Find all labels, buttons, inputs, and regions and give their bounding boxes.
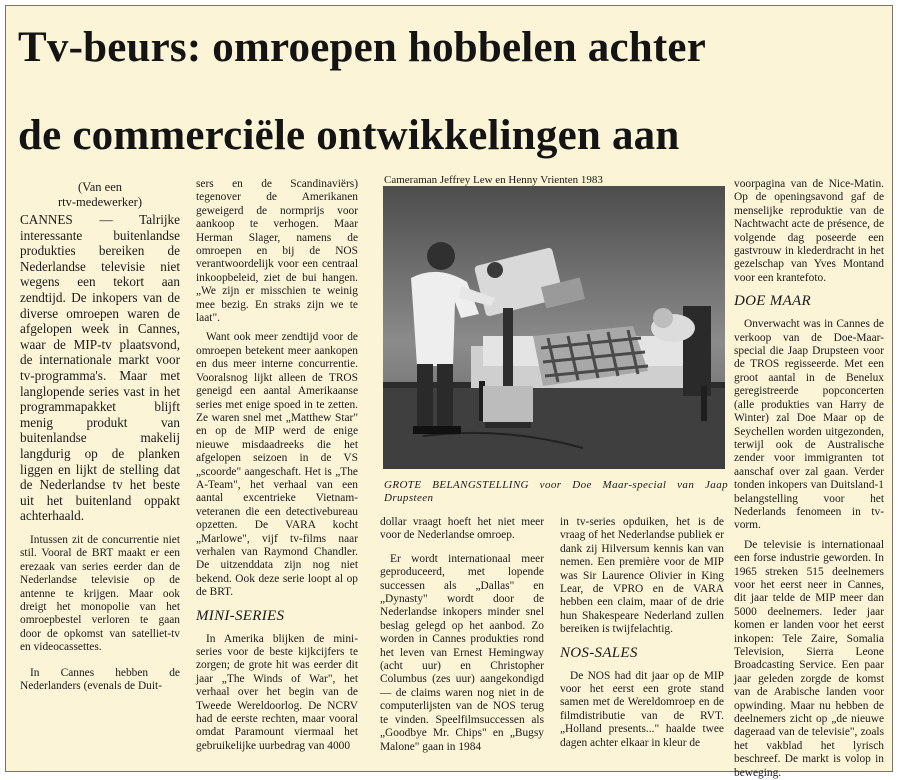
paragraph: In Amerika blijken de mini-series voor de beste kijkcijfers te zorgen; de grote hit was eerder dit jaar „The Winds of War", het verhaal over het begin van de Tweede Wereldoorlog. De NCRV had de eerste rechten, maar vooral omdat Paramount viermaal het gebruikelijke uurbedrag van 4000 [196, 632, 358, 752]
photo-illustration [383, 186, 725, 469]
article-column-1 [20, 180, 180, 768]
headline-line-1: Tv-beurs: omroepen hobbelen achter [18, 24, 706, 71]
paragraph: dollar vraagt hoeft het niet meer voor de Nederlandse omroep. [380, 516, 544, 542]
lead-paragraph: CANNES — Talrijke interessante buitenlandse produkties bereiken de Nederlandse televisie niet wegens een tekort aan zendtijd. De inkopers van de diverse omroepen waren de afgelopen week in Cannes, waar de MIP-tv plaatsvond, de internationale markt voor tv-programma's. Maar met langlopende series vast in het programmapakket blijft menig produkt van buitenlandse makelij langdurig op de planken liggen en lijkt de stelling dat de Nederlandse tv het beste uit het buitenland oppakt achterhaald. [20, 212, 180, 524]
paragraph: sers en de Scandinaviërs) tegenover de Amerikanen geweigerd de normprijs voor aankoop te verhogen. Maar Herman Slager, namens de omroepen en bij de NOS verantwoordelijk voor een centraal inkoopbeleid, ziet de bui hangen. „We zijn er misschien te weinig mee bezig. En straks zijn we te laat". [196, 178, 358, 325]
byline [20, 180, 180, 210]
article-column-3 [380, 516, 544, 768]
paragraph: In Cannes hebben de Nederlanders (evenals de Duit- [20, 666, 180, 692]
subhead-nos-sales: NOS-SALES [560, 644, 638, 661]
article-column-2 [196, 178, 358, 768]
photo-caption-text: voor Doe Maar-special van Jaap Drupsteen [384, 479, 728, 504]
paragraph: in tv-series opduiken, het is de vraag of het Nederlandse publiek er dank zij Hilversum kennis kan van nemen. Een première voor de MIP was Sir Laurence Olivier in King Lear, de VPRO en de VARA hebben een claim, maar of de drie hun Shakespeare Nederland zullen bereiken is twijfelachtig. [560, 516, 724, 636]
newspaper-page [5, 5, 893, 779]
subhead-doe-maar: DOE MAAR [734, 293, 811, 310]
article-photo [383, 186, 725, 469]
byline-line-1: (Van een [77, 180, 123, 194]
article-column-5 [734, 178, 884, 779]
headline-line-2: de commerciële ontwikkelingen aan [18, 112, 680, 159]
paragraph: De televisie is internationaal een forse industrie geworden. In 1965 streken 515 deelnemers voor het eerst neer in Cannes, dit jaar telde de MIP meer dan 5000 deelnemers. Ieder jaar komen er landen voor het eerst inkopen: Tele Zaire, Somalia Television, Sierra Leone Broadcasting Service. Een paar jaar geleden zorgde de komst van de Arabische landen voor opwinding. Maar nu hebben de deelnemers zicht op „de nieuwe dageraad van de televisie", zoals het vakblad het lyrisch beschreef. De markt is volop in beweging. [734, 538, 884, 779]
photo-caption-lead: GROTE BELANGSTELLING [384, 479, 529, 491]
photo-credit: Cameraman Jeffrey Lew en Henny Vrienten 1983 [384, 174, 603, 186]
paragraph: voorpagina van de Nice-Matin. Op de openingsavond gaf de menselijke reproduktie van de Nachtwacht acte de présence, de volgende dag poseerde een gastvrouw in klederdracht in het gezelschap van Yves Montand voor een krantefoto. [734, 178, 884, 284]
lead-paragraph-block [20, 212, 180, 524]
paragraph: De NOS had dit jaar op de MIP voor het eerst een grote stand samen met de Wereldomroep en de filmdistributie van de RVT. „Holland presents..." haalde twee dagen achter elkaar in kleur de [560, 669, 724, 749]
paragraph: Onverwacht was in Cannes de verkoop van de Doe-Maar-special die Jaap Drupsteen voor de TROS regisseerde. Met een groot aantal in de Benelux geregistreerde popconcerten (alle produkties van Harry de Winter) zal Doe Maar op de Seychellen worden uitgezonden, terwijl ook de Australische zender voor immigranten tot aanschaf over zal gaan. Verder tonden inkopers van Duitsland-1 belangstelling voor het Nederlands fenomeen in tv-vorm. [734, 318, 884, 532]
paragraph: Intussen zit de concurrentie niet stil. Vooral de BRT maakt er een erezaak van series eerder dan de Nederlandse televisie op de antenne te krijgen. Maar ook dreigt het monopolie van het omroepbestel verloren te gaan door de opkomst van satelliet-tv en videocassettes. [20, 533, 180, 654]
byline-line-2: rtv-medewerker) [58, 195, 142, 209]
article-column-4 [560, 516, 724, 768]
paragraph: Want ook meer zendtijd voor de omroepen betekent meer aankopen en dus meer interne concurrentie. Vooralsnog lijkt alleen de TROS geneigd een aantal Amerikaanse series met enige spoed in te zetten. Ze waren snel met „Matthew Star" en op de MIP werd de enige nieuwe misdaadreeks die het afgelopen seizoen in de VS „scoorde" aangeschaft. Het is „The A-Team", het verhaal van een aantal excentrieke Vietnam-veteranen die een detectivebureau opzetten. De VARA kocht „Marlowe", vijf tv-films naar verhalen van Raymond Chandler. De uitzenddata zijn nog niet bekend. Ook deze serie loopt al op de BRT. [196, 331, 358, 599]
photo-caption [384, 479, 728, 505]
subhead-mini-series: MINI-SERIES [196, 607, 285, 624]
paragraph: Er wordt internationaal meer geproduceerd, met lopende successen als „Dallas" en „Dynasty" wordt door de Nederlandse inkopers minder snel beslag gelegd op het aanbod. Zo worden in Cannes produkties rond het leven van Ernest Hemingway (acht uur) en Christopher Columbus (zes uur) aangekondigd — de claims waren nog niet in de computerlijsten van de NOS terug te vinden. Speelfilmsuccessen als „Goodbye Mr. Chips" en „Bugsy Malone" gaan in 1984 [380, 552, 544, 753]
